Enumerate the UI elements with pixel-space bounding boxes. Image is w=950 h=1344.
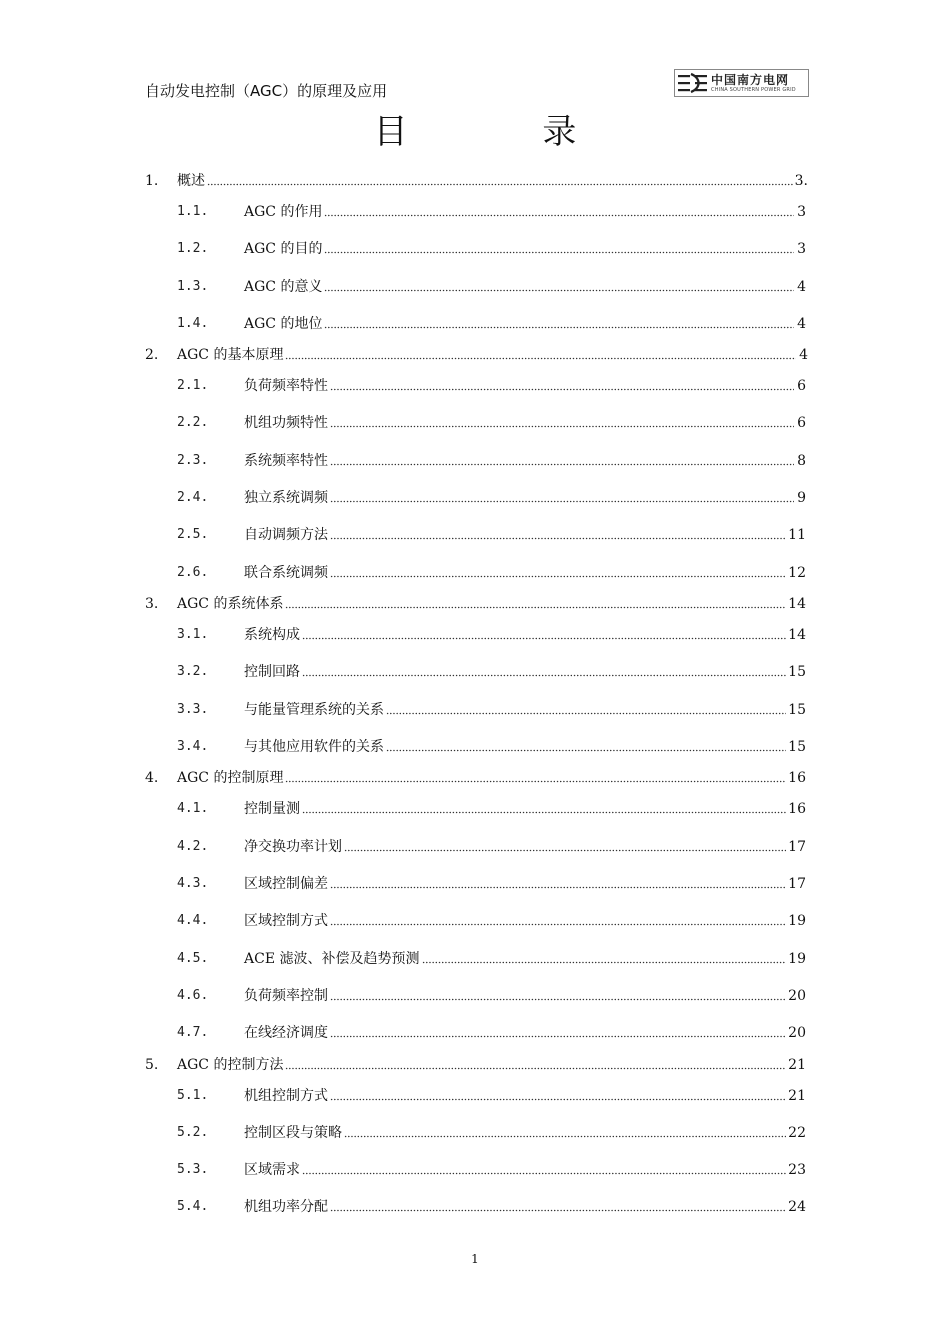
toc-entry[interactable] <box>177 624 806 644</box>
toc-entry-label: 与能量管理系统的关系 <box>244 702 384 718</box>
toc-entry-page: 20 <box>788 1025 806 1041</box>
toc-entry-page: 4 <box>799 347 808 363</box>
toc-entry-number: 2.3. <box>177 453 209 468</box>
toc-leader-dots <box>344 1135 786 1138</box>
toc-entry-number: 5.3. <box>177 1162 209 1177</box>
logo-english-text: CHINA SOUTHERN POWER GRID <box>711 86 796 93</box>
toc-entry-label: AGC 的系统体系 <box>177 596 284 612</box>
toc-entry[interactable] <box>177 985 806 1005</box>
toc-entry-page: 3 <box>797 241 806 257</box>
toc-entry-label: 区域需求 <box>244 1162 300 1178</box>
toc-entry-number: 1. <box>145 173 159 189</box>
toc-entry[interactable] <box>177 313 806 333</box>
toc-entry[interactable] <box>177 487 806 507</box>
toc-entry-page: 11 <box>788 527 806 543</box>
toc-entry[interactable] <box>177 1085 806 1105</box>
toc-entry[interactable] <box>145 1054 806 1074</box>
toc-entry[interactable] <box>177 524 806 544</box>
toc-entry-page: 6 <box>797 415 806 431</box>
toc-entry-label: 控制区段与策略 <box>244 1125 342 1141</box>
toc-entry[interactable] <box>177 948 806 968</box>
toc-entry[interactable] <box>177 798 806 818</box>
toc-entry-number: 4.4. <box>177 913 209 928</box>
toc-leader-dots <box>285 357 796 360</box>
toc-entry-page: 6 <box>797 378 806 394</box>
toc-entry[interactable] <box>177 276 806 296</box>
toc-leader-dots <box>324 214 794 217</box>
toc-entry-number: 3.1. <box>177 627 209 642</box>
toc-leader-dots <box>330 1098 786 1101</box>
toc-entry-label: 区域控制方式 <box>244 913 328 929</box>
toc-entry-number: 4. <box>145 770 159 786</box>
toc-entry-number: 4.2. <box>177 839 209 854</box>
toc-leader-dots <box>344 849 786 852</box>
toc-leader-dots <box>330 886 786 889</box>
toc-entry-label: ACE 滤波、补偿及趋势预测 <box>244 951 420 967</box>
toc-entry-page: 17 <box>788 876 806 892</box>
toc-leader-dots <box>330 500 794 503</box>
toc-entry[interactable] <box>177 412 806 432</box>
toc-entry[interactable] <box>177 1122 806 1142</box>
toc-entry-label: AGC 的地位 <box>244 316 323 332</box>
toc-entry[interactable] <box>177 699 806 719</box>
toc-leader-dots <box>422 961 787 964</box>
page-number: 1 <box>471 1252 479 1266</box>
toc-entry-label: 联合系统调频 <box>244 565 328 581</box>
toc-leader-dots <box>330 1209 786 1212</box>
toc-leader-dots <box>324 289 794 292</box>
toc-entry-label: AGC 的目的 <box>244 241 323 257</box>
toc-leader-dots <box>285 606 786 609</box>
toc-leader-dots <box>302 1172 786 1175</box>
toc-entry-page: 17 <box>788 839 806 855</box>
toc-entry[interactable] <box>145 593 806 613</box>
toc-entry-number: 3.2. <box>177 664 209 679</box>
toc-entry-page: 15 <box>788 739 806 755</box>
toc-leader-dots <box>330 923 786 926</box>
toc-entry-page: 4 <box>797 279 806 295</box>
power-grid-logo-icon <box>675 70 711 96</box>
toc-entry-label: 机组功频特性 <box>244 415 328 431</box>
toc-leader-dots <box>285 1067 786 1070</box>
toc-entry-number: 5.2. <box>177 1125 209 1140</box>
toc-entry-page: 16 <box>788 801 806 817</box>
toc-entry[interactable] <box>177 1159 806 1179</box>
toc-entry-label: AGC 的基本原理 <box>177 347 284 363</box>
toc-entry-page: 8 <box>797 453 806 469</box>
toc-entry-number: 2.5. <box>177 527 209 542</box>
toc-leader-dots <box>207 183 793 186</box>
toc-entry-number: 2.2. <box>177 415 209 430</box>
toc-entry-number: 2.6. <box>177 565 209 580</box>
toc-entry-number: 4.6. <box>177 988 209 1003</box>
toc-entry[interactable] <box>177 661 806 681</box>
toc-entry[interactable] <box>177 910 806 930</box>
toc-leader-dots <box>285 780 786 783</box>
document-header-title: 自动发电控制（AGC）的原理及应用 <box>145 82 388 100</box>
toc-entry[interactable] <box>177 238 806 258</box>
toc-leader-dots <box>302 637 786 640</box>
toc-entry-label: AGC 的控制方法 <box>177 1057 284 1073</box>
toc-leader-dots <box>386 749 786 752</box>
toc-leader-dots <box>330 537 786 540</box>
toc-entry-number: 2. <box>145 347 159 363</box>
toc-entry-number: 3. <box>145 596 159 612</box>
toc-entry-page: 19 <box>788 913 806 929</box>
toc-entry[interactable] <box>177 375 806 395</box>
toc-entry-label: 系统频率特性 <box>244 453 328 469</box>
toc-entry-number: 3.4. <box>177 739 209 754</box>
toc-entry-number: 3.3. <box>177 702 209 717</box>
toc-entry[interactable] <box>177 873 806 893</box>
toc-entry-label: 在线经济调度 <box>244 1025 328 1041</box>
toc-entry-number: 4.5. <box>177 951 209 966</box>
toc-entry-label: 机组控制方式 <box>244 1088 328 1104</box>
toc-entry-page: 23 <box>788 1162 806 1178</box>
toc-entry-page: 12 <box>788 565 806 581</box>
toc-entry[interactable] <box>177 201 806 221</box>
toc-leader-dots <box>386 712 786 715</box>
toc-entry-number: 4.7. <box>177 1025 209 1040</box>
toc-leader-dots <box>330 425 794 428</box>
toc-entry-label: 与其他应用软件的关系 <box>244 739 384 755</box>
toc-entry-number: 5. <box>145 1057 159 1073</box>
toc-entry-number: 1.1. <box>177 204 209 219</box>
toc-entry-label: AGC 的意义 <box>244 279 323 295</box>
toc-entry-number: 2.4. <box>177 490 209 505</box>
toc-entry-page: 4 <box>797 316 806 332</box>
toc-entry-label: 独立系统调频 <box>244 490 328 506</box>
toc-entry-label: AGC 的控制原理 <box>177 770 284 786</box>
toc-entry[interactable] <box>177 736 806 756</box>
toc-entry-page: 3 <box>797 204 806 220</box>
toc-entry-number: 4.3. <box>177 876 209 891</box>
toc-entry-number: 4.1. <box>177 801 209 816</box>
toc-heading: 目 录 <box>373 112 639 152</box>
toc-entry-label: 机组功率分配 <box>244 1199 328 1215</box>
toc-entry-page: 22 <box>788 1125 806 1141</box>
toc-leader-dots <box>324 326 794 329</box>
toc-entry-label: 概述 <box>177 173 205 189</box>
toc-entry-number: 5.4. <box>177 1199 209 1214</box>
toc-leader-dots <box>324 251 794 254</box>
toc-entry-label: AGC 的作用 <box>244 204 323 220</box>
toc-entry-label: 控制回路 <box>244 664 300 680</box>
toc-entry[interactable] <box>177 836 806 856</box>
toc-entry-label: 控制量测 <box>244 801 300 817</box>
toc-entry-page: 14 <box>788 627 806 643</box>
toc-entry-page: 21 <box>788 1057 806 1073</box>
toc-entry-number: 2.1. <box>177 378 209 393</box>
toc-entry-page: 19 <box>788 951 806 967</box>
toc-leader-dots <box>330 463 794 466</box>
toc-entry-label: 负荷频率控制 <box>244 988 328 1004</box>
toc-entry-label: 系统构成 <box>244 627 300 643</box>
toc-entry-page: 16 <box>788 770 806 786</box>
logo-chinese-text: 中国南方电网 <box>711 72 790 87</box>
company-logo <box>674 69 809 97</box>
toc-entry-page: 9 <box>797 490 806 506</box>
toc-entry-label: 自动调频方法 <box>244 527 328 543</box>
toc-entry-page: 15 <box>788 664 806 680</box>
toc-entry-page: 21 <box>788 1088 806 1104</box>
toc-entry[interactable] <box>177 450 806 470</box>
toc-entry-page: 24 <box>788 1199 806 1215</box>
toc-leader-dots <box>302 674 786 677</box>
toc-entry-page: 14 <box>788 596 806 612</box>
toc-entry[interactable] <box>145 767 806 787</box>
toc-entry-label: 区域控制偏差 <box>244 876 328 892</box>
toc-entry[interactable] <box>145 170 808 190</box>
toc-leader-dots <box>302 811 786 814</box>
toc-entry-page: 15 <box>788 702 806 718</box>
toc-entry[interactable] <box>177 562 806 582</box>
toc-entry-label: 净交换功率计划 <box>244 839 342 855</box>
toc-leader-dots <box>330 1035 786 1038</box>
toc-entry[interactable] <box>145 344 808 364</box>
toc-entry-number: 1.3. <box>177 279 209 294</box>
toc-entry-number: 5.1. <box>177 1088 209 1103</box>
toc-entry[interactable] <box>177 1196 806 1216</box>
toc-entry-page: 20 <box>788 988 806 1004</box>
toc-leader-dots <box>330 575 786 578</box>
toc-entry-label: 负荷频率特性 <box>244 378 328 394</box>
toc-entry-page: 3. <box>794 173 808 189</box>
toc-leader-dots <box>330 998 786 1001</box>
toc-leader-dots <box>330 388 794 391</box>
toc-entry-number: 1.2. <box>177 241 209 256</box>
toc-entry-number: 1.4. <box>177 316 209 331</box>
toc-entry[interactable] <box>177 1022 806 1042</box>
